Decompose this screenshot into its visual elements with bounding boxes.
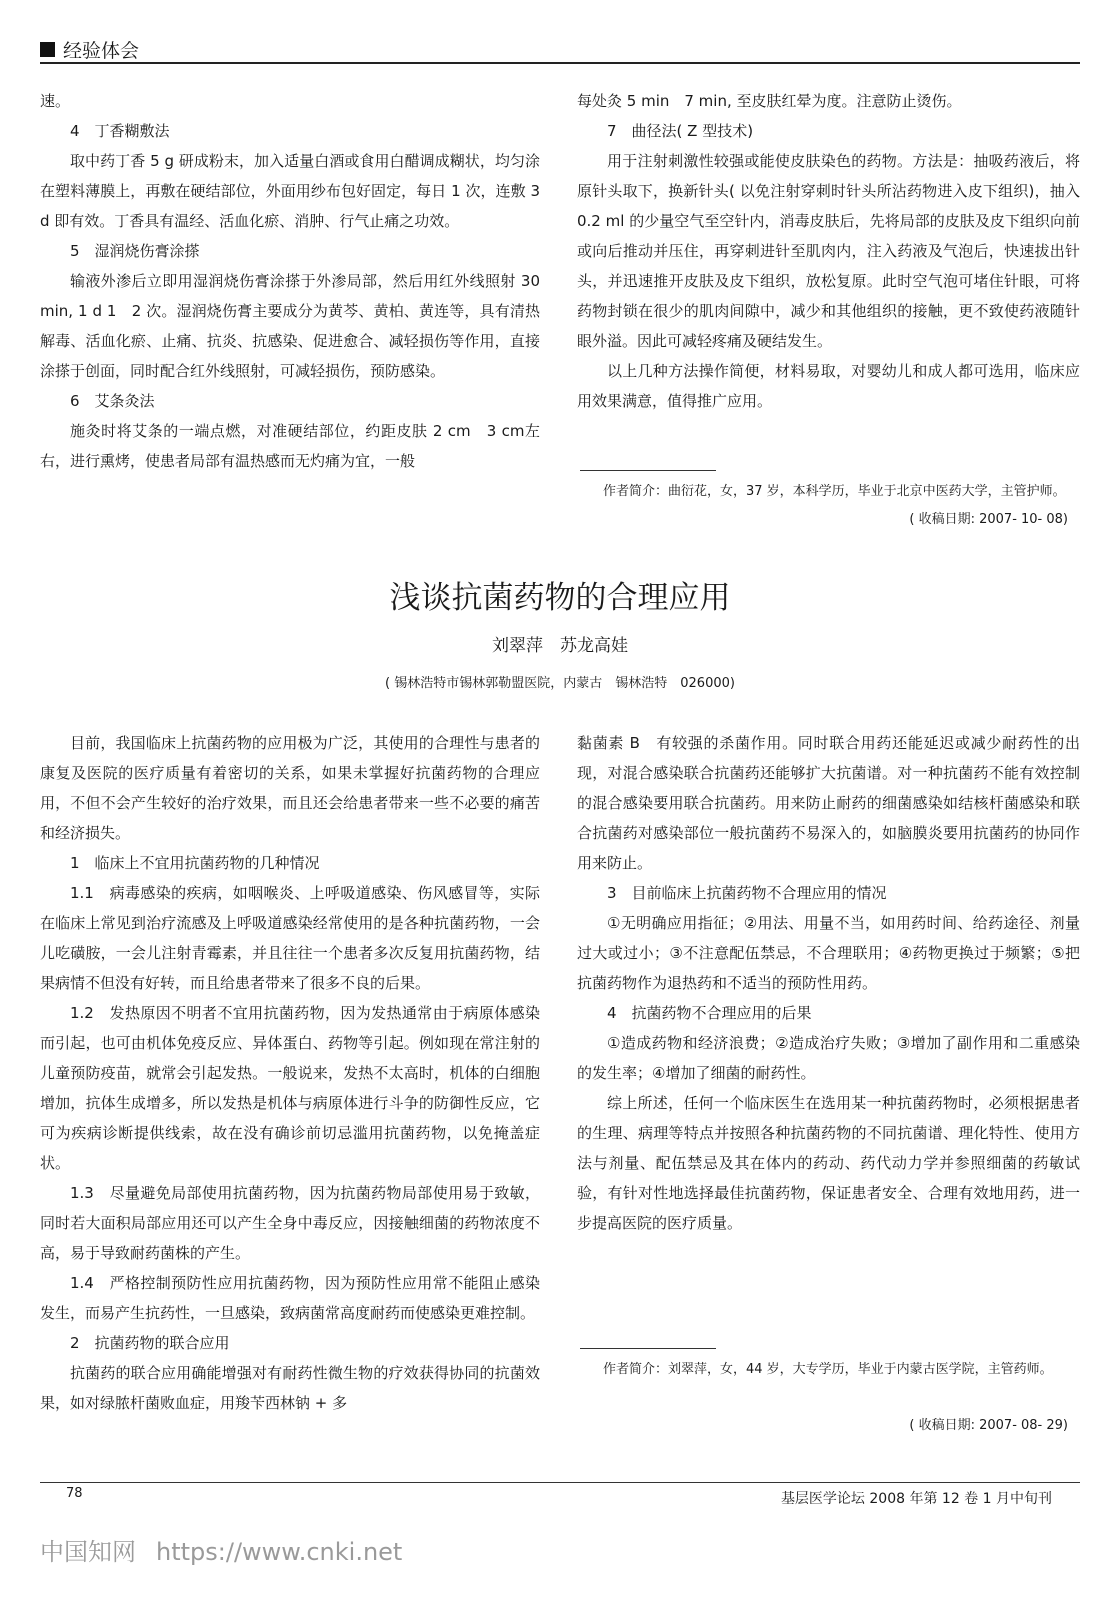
author-bio-2: 作者简介：刘翠萍，女，44 岁，大专学历，毕业于内蒙古医学院，主管药师。	[603, 1362, 1053, 1377]
footnote-rule	[580, 470, 716, 471]
section-label: 经验体会	[63, 40, 140, 62]
section-heading: 6 艾条灸法	[70, 392, 155, 410]
paragraph: 每处灸 5 min 7 min, 至皮肤红晕为度。注意防止烫伤。	[577, 92, 962, 110]
paragraph: 1.1 病毒感染的疾病，如咽喉炎、上呼吸道感染、伤风感冒等，实际在临床上常见到治疗流感及上呼吸道感染经常使用的是各种抗菌药物，一会儿吃磺胺，一会儿注射青霉素，并且往往一个患者多次反复用抗菌药物，结果病情不但没有好转，而且给患者带来了很多不良的后果。	[40, 884, 540, 992]
page-number: 78	[66, 1486, 83, 1501]
author-bio-1: 作者简介：曲衍花，女，37 岁，本科学历，毕业于北京中医药大学，主管护师。	[603, 484, 1066, 499]
paragraph: 综上所述，任何一个临床医生在选用某一种抗菌药物时，必须根据患者的生理、病理等特点并按照各种抗菌药物的不同抗菌谱、理化特性、使用方法与剂量、配伍禁忌及其在体内的药动、药代动力学并参照细菌的药敏试验，有针对性地选择最佳抗菌药物，保证患者安全、合理有效地用药，进一步提高医院的医疗质量。	[577, 1094, 1080, 1232]
section-heading: 3 目前临床上抗菌药物不合理应用的情况	[607, 884, 887, 902]
paragraph: ①无明确应用指征；②用法、用量不当，如用药时间、给药途径、剂量过大或过小；③不注意配伍禁忌，不合理联用；④药物更换过于频繁；⑤把抗菌药物作为退热药和不适当的预防性用药。	[577, 914, 1080, 992]
section-heading: 7 曲径法( Z 型技术)	[607, 122, 754, 140]
section-heading: 2 抗菌药物的联合应用	[70, 1334, 230, 1352]
received-date-1: ( 收稿日期: 2007- 10- 08)	[909, 512, 1068, 527]
article-authors: 刘翠萍 苏龙高娃	[492, 636, 628, 656]
received-date-2: ( 收稿日期: 2007- 08- 29)	[909, 1418, 1068, 1433]
section-tag	[40, 36, 139, 63]
paragraph: 抗菌药的联合应用确能增强对有耐药性微生物的疗效获得协同的抗菌效果，如对绿脓杆菌败血症，用羧苄西林钠 + 多	[40, 1364, 540, 1412]
footer-rule	[40, 1482, 1080, 1483]
paragraph: 施灸时将艾条的一端点燃，对准硬结部位，约距皮肤 2 cm 3 cm左右，进行熏烤，使患者局部有温热感而无灼痛为宜，一般	[40, 422, 540, 470]
paragraph: 用于注射刺激性较强或能使皮肤染色的药物。方法是：抽吸药液后，将原针头取下，换新针头( 以免注射穿刺时针头所沾药物进入皮下组织)，抽入 0.2 ml 的少量空气至空针内，消毒皮肤后，先将局部的皮肤及皮下组织向前或向后推动并压住，再穿刺进针至肌肉内，注入药液及气泡后，快速拔出针头，并迅速推开皮肤及皮下组织，放松复原。此时空气泡可堵住针眼，可将药物封锁在很少的肌肉间隙中，减少和其他组织的接触，更不致使药液随针眼外溢。因此可减轻疼痛及硬结发生。	[577, 152, 1080, 350]
paragraph: 1.3 尽量避免局部使用抗菌药物，因为抗菌药物局部使用易于致敏，同时若大面积局部应用还可以产生全身中毒反应，因接触细菌的药物浓度不高，易于导致耐药菌株的产生。	[40, 1184, 540, 1262]
paragraph: 1.4 严格控制预防性应用抗菌药物，因为预防性应用常不能阻止感染发生，而易产生抗药性，一旦感染，致病菌常高度耐药而使感染更难控制。	[40, 1274, 540, 1322]
paragraph: 1.2 发热原因不明者不宜用抗菌药物，因为发热通常由于病原体感染而引起，也可由机体免疫反应、异体蛋白、药物等引起。例如现在常注射的儿童预防疫苗，就常会引起发热。一般说来，发热不太高时，机体的白细胞增加，抗体生成增多，所以发热是机体与病原体进行斗争的防御性反应，它可为疾病诊断提供线索，故在没有确诊前切忌滥用抗菌药物，以免掩盖症状。	[40, 1004, 540, 1172]
section-heading: 4 丁香糊敷法	[70, 122, 170, 140]
paragraph: 速。	[40, 92, 71, 110]
author-note-2	[577, 1356, 1080, 1384]
paragraph: 输液外渗后立即用湿润烧伤膏涂搽于外渗局部，然后用红外线照射 30 min, 1 d 1 2 次。湿润烧伤膏主要成分为黄芩、黄柏、黄连等，具有清热解毒、活血化瘀、止痛、抗炎、抗感染、促进愈合、减轻损伤等作用，直接涂搽于创面，同时配合红外线照射，可减轻损伤，预防感染。	[40, 272, 540, 380]
watermark	[40, 1532, 402, 1567]
article-affiliation: ( 锡林浩特市锡林郭勒盟医院，内蒙古 锡林浩特 026000)	[385, 676, 735, 691]
section-heading: 5 湿润烧伤膏涂搽	[70, 242, 200, 260]
journal-info: 基层医学论坛 2008 年第 12 卷 1 月中旬刊	[780, 1491, 1052, 1507]
footnote-rule-2	[580, 1348, 716, 1349]
paragraph: 取中药丁香 5 g 研成粉末，加入适量白酒或食用白醋调成糊状，均匀涂在塑料薄膜上，再敷在硬结部位，外面用纱布包好固定，每日 1 次，连敷 3 d 即有效。丁香具有温经、活血化瘀、消肿、行气止痛之功效。	[40, 152, 540, 230]
article-title: 浅谈抗菌药物的合理应用	[389, 580, 731, 616]
bottom-left-column	[40, 728, 540, 1418]
watermark-name: 中国知网	[40, 1538, 136, 1566]
square-icon	[40, 42, 55, 57]
bottom-right-column	[577, 728, 1080, 1238]
top-right-column	[577, 86, 1080, 416]
paragraph: 黏菌素 B 有较强的杀菌作用。同时联合用药还能延迟或减少耐药性的出现，对混合感染联合抗菌药还能够扩大抗菌谱。对一种抗菌药不能有效控制的混合感染要用联合抗菌药。用来防止耐药的细菌感染如结核杆菌感染和联合抗菌药对感染部位一般抗菌药不易深入的，如脑膜炎要用抗菌药的协同作用来防止。	[577, 734, 1080, 872]
header-rule	[40, 62, 1080, 64]
author-note-1	[577, 478, 1080, 506]
paragraph: 以上几种方法操作简便，材料易取，对婴幼儿和成人都可选用，临床应用效果满意，值得推广应用。	[577, 362, 1080, 410]
paragraph: 目前，我国临床上抗菌药物的应用极为广泛，其使用的合理性与患者的康复及医院的医疗质量有着密切的关系，如果未掌握好抗菌药物的合理应用，不但不会产生较好的治疗效果，而且还会给患者带来一些不必要的痛苦和经济损失。	[40, 734, 540, 842]
top-left-column	[40, 86, 540, 476]
paragraph: ①造成药物和经济浪费；②造成治疗失败；③增加了副作用和二重感染的发生率；④增加了细菌的耐药性。	[577, 1034, 1080, 1082]
section-heading: 1 临床上不宜用抗菌药物的几种情况	[70, 854, 320, 872]
section-heading: 4 抗菌药物不合理应用的后果	[607, 1004, 812, 1022]
watermark-url: https://www.cnki.net	[156, 1538, 403, 1566]
